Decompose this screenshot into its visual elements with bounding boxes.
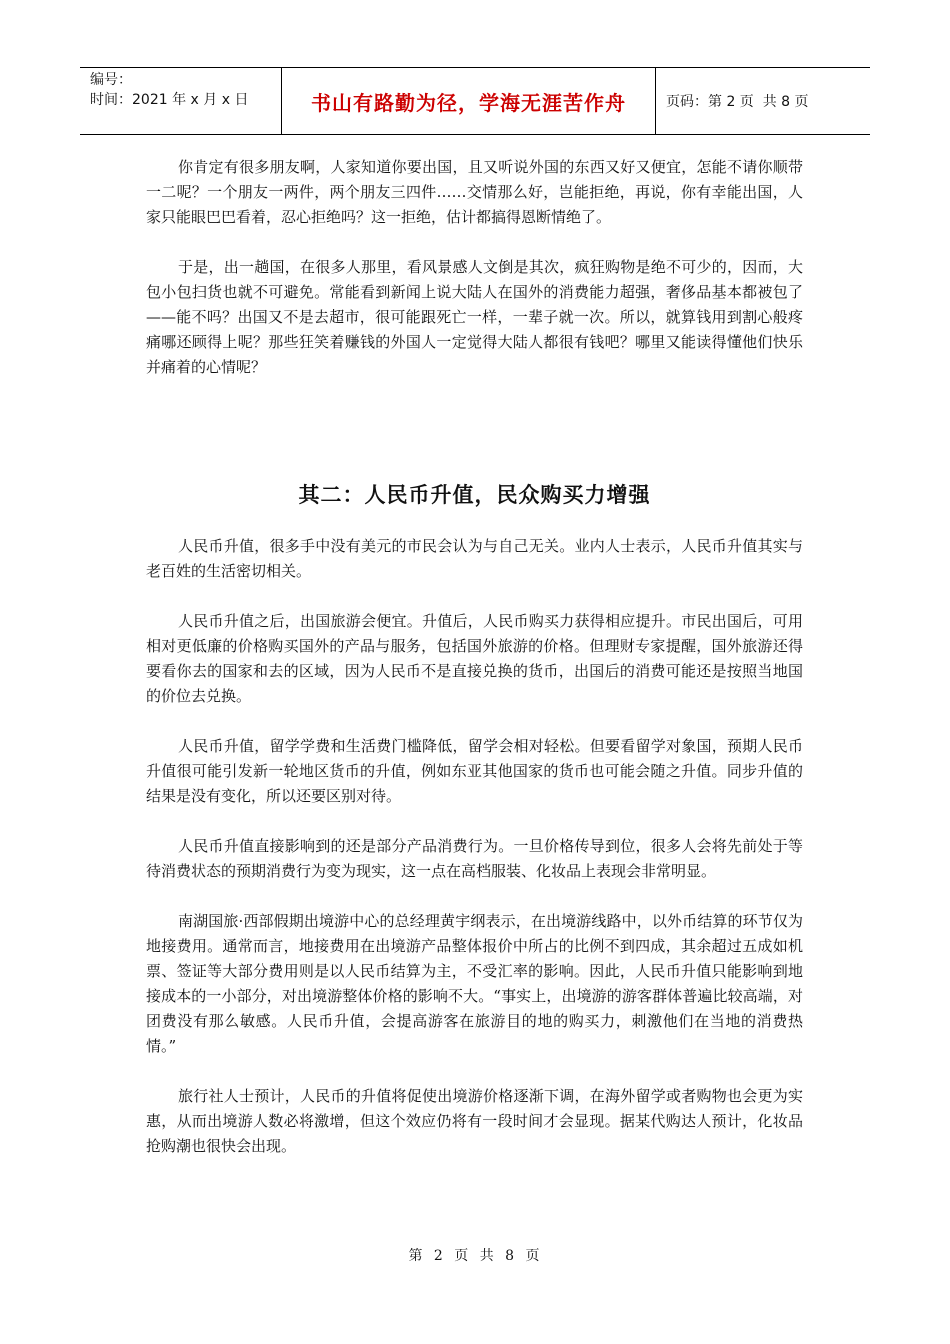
page-footer [0, 1245, 950, 1265]
header-meta-cell [80, 68, 282, 134]
paragraph: 于是，出一趟国，在很多人那里，看风景感人文倒是其次，疯狂购物是绝不可少的，因而，大包小包扫货也就不可避免。常能看到新闻上说大陆人在国外的消费能力超强，奢侈品基本都被包了——能不吗？出国又不是去超市，很可能跟死亡一样，一辈子就一次。所以，就算钱用到割心般疼痛哪还顾得上呢？那些狂笑着赚钱的外国人一定觉得大陆人都很有钱吧？哪里又能读得懂他们快乐并痛着的心情呢？ [146, 258, 803, 376]
document-number-label: 编号： [90, 72, 132, 88]
footer-page-number: 第 2 页 共 8 页 [408, 1248, 542, 1264]
document-date-label: 时间：2021 年 x 月 x 日 [90, 92, 249, 108]
header-page-indicator: 页码：第 2 页 共 8 页 [666, 94, 809, 110]
paragraph: 人民币升值直接影响到的还是部分产品消费行为。一旦价格传导到位，很多人会将先前处于等待消费状态的预期消费行为变为现实，这一点在高档服装、化妆品上表现会非常明显。 [146, 837, 803, 880]
paragraph: 人民币升值，很多手中没有美元的市民会认为与自己无关。业内人士表示，人民币升值其实与老百姓的生活密切相关。 [146, 537, 803, 580]
section-heading: 其二：人民币升值，民众购买力增强 [298, 483, 651, 507]
paragraph: 人民币升值，留学学费和生活费门槛降低，留学会相对轻松。但要看留学对象国，预期人民币升值很可能引发新一轮地区货币的升值，例如东亚其他国家的货币也可能会随之升值。同步升值的结果是没有变化，所以还要区别对待。 [146, 737, 803, 805]
paragraph: 旅行社人士预计，人民币的升值将促使出境游价格逐渐下调，在海外留学或者购物也会更为实惠，从而出境游人数必将激增，但这个效应仍将有一段时间才会显现。据某代购达人预计，化妆品抢购潮也很快会出现。 [146, 1087, 803, 1155]
header-motto: 书山有路勤为径，学海无涯苦作舟 [311, 90, 626, 115]
document-body [146, 155, 803, 1159]
paragraph: 你肯定有很多朋友啊，人家知道你要出国，且又听说外国的东西又好又便宜，怎能不请你顺带一二呢？一个朋友一两件，两个朋友三四件……交情那么好，岂能拒绝，再说，你有幸能出国，人家只能眼巴巴看着，忍心拒绝吗？这一拒绝，估计都搞得恩断情绝了。 [146, 158, 803, 226]
page-header [80, 67, 870, 135]
paragraph: 南湖国旅·西部假期出境游中心的总经理黄宇纲表示，在出境游线路中，以外币结算的环节仅为地接费用。通常而言，地接费用在出境游产品整体报价中所占的比例不到四成，其余超过五成如机票、签证等大部分费用则是以人民币结算为主，不受汇率的影响。因此，人民币升值只能影响到地接成本的一小部分，对出境游整体价格的影响不大。“事实上，出境游的游客群体普遍比较高端，对团费没有那么敏感。人民币升值，会提高游客在旅游目的地的购买力，刺激他们在当地的消费热情。” [146, 912, 803, 1055]
header-page-cell [656, 68, 870, 134]
paragraph: 人民币升值之后，出国旅游会便宜。升值后，人民币购买力获得相应提升。市民出国后，可用相对更低廉的价格购买国外的产品与服务，包括国外旅游的价格。但理财专家提醒，国外旅游还得要看你去的国家和去的区域，因为人民币不是直接兑换的货币，出国后的消费可能还是按照当地国的价位去兑换。 [146, 612, 803, 705]
header-motto-cell [282, 68, 656, 134]
